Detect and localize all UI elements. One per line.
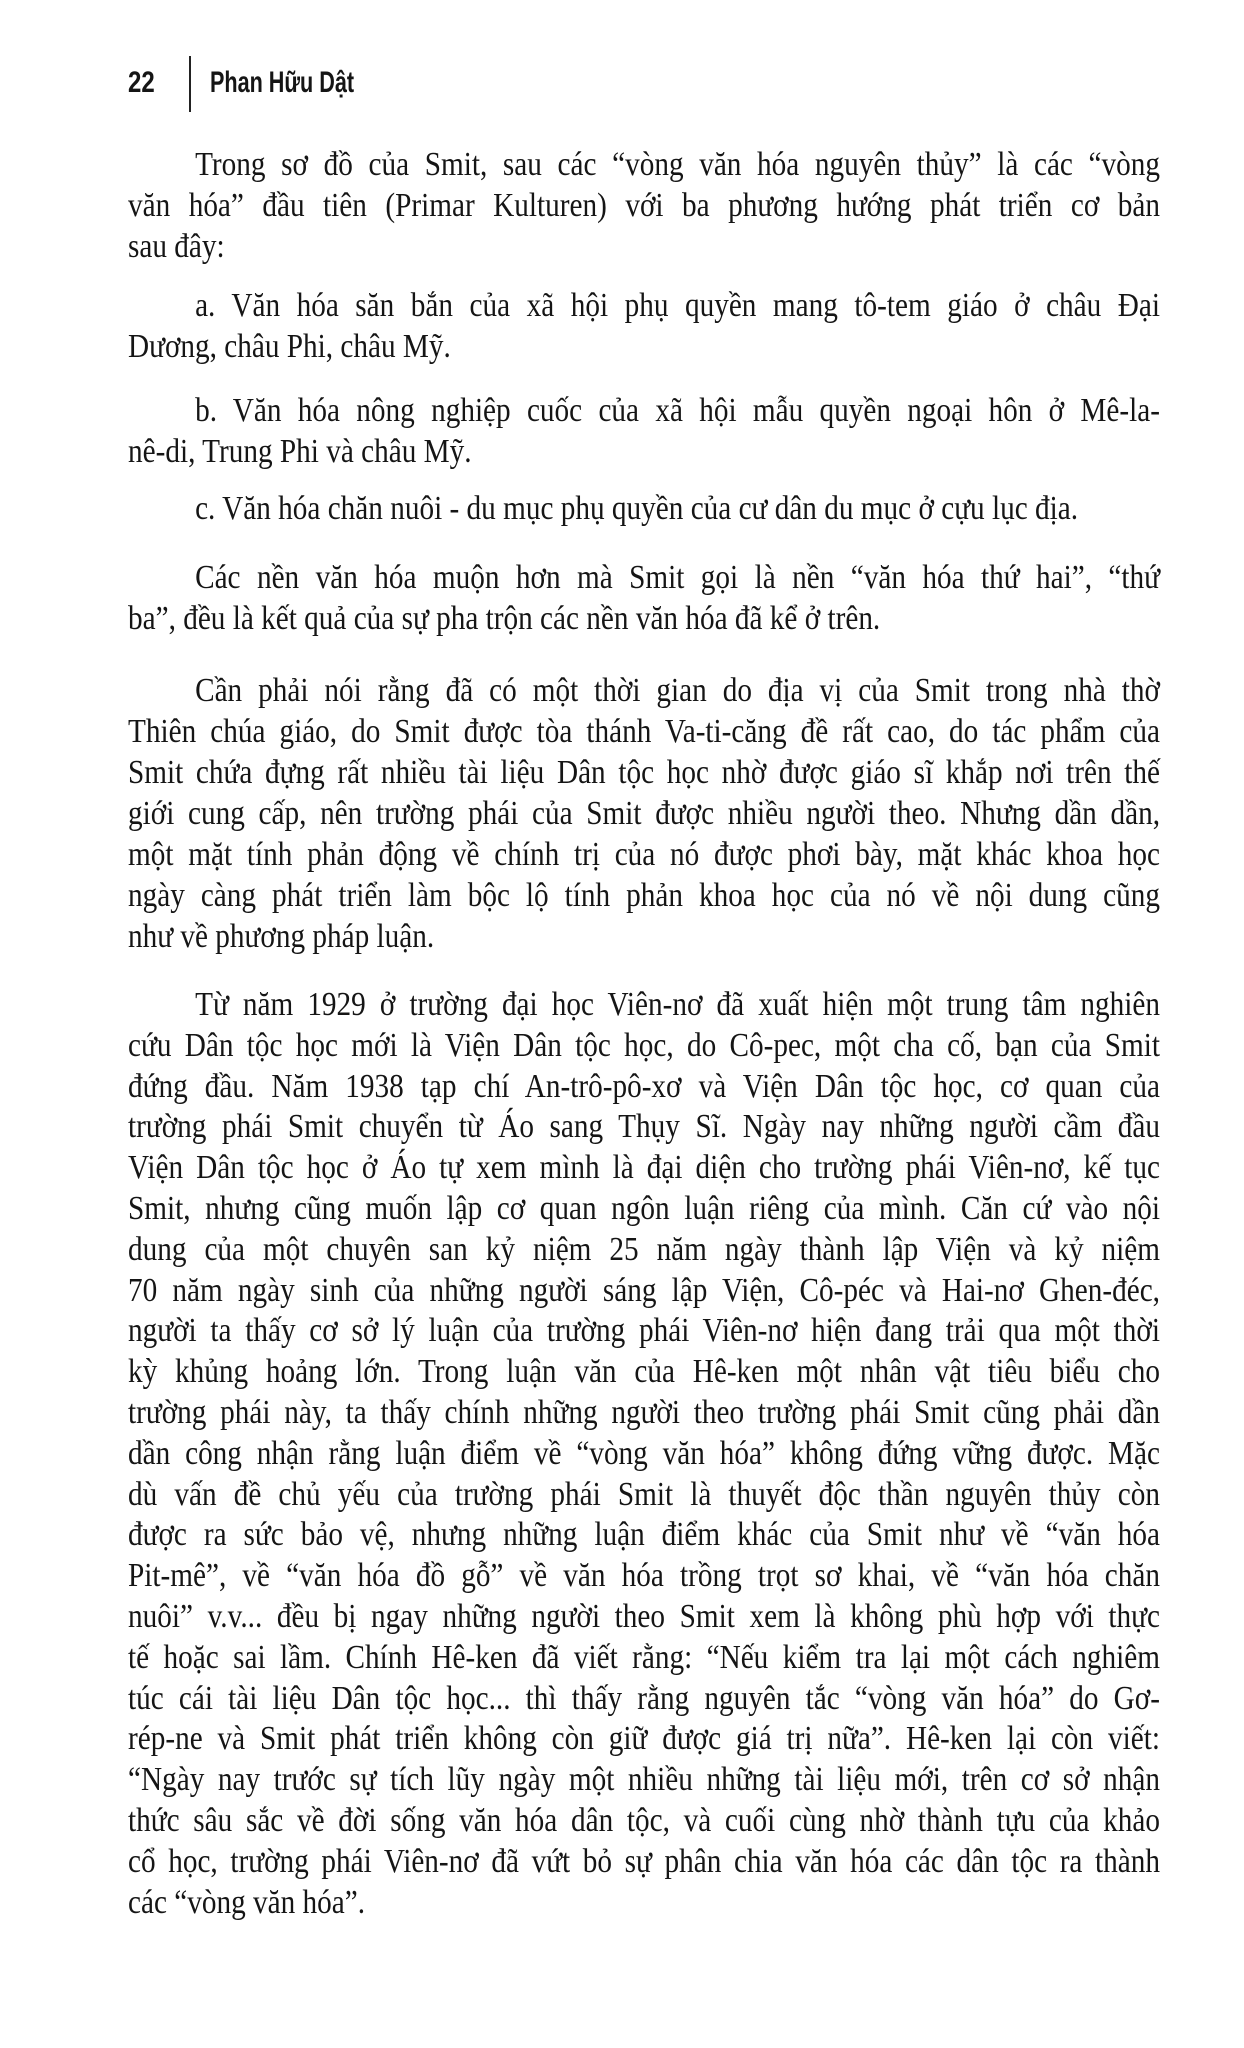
text-line: b. Văn hóa nông nghiệp cuốc của xã hội mẫu quyền ngoại hôn ở Mê-la- <box>195 392 1160 429</box>
text-line: trường phái Smit chuyển từ Áo sang Thụy Sĩ. Ngày nay những người cầm đầu <box>128 1108 1160 1146</box>
text-line: Smit chứa đựng rất nhiều tài liệu Dân tộc học nhờ được giáo sĩ khắp nơi trên thế <box>128 754 1160 791</box>
text-line: giới cung cấp, nên trường phái của Smit được nhiều người theo. Nhưng dần dần, <box>128 795 1160 832</box>
text-line: Dương, châu Phi, châu Mỹ. <box>128 328 451 365</box>
text-line: a. Văn hóa săn bắn của xã hội phụ quyền mang tô-tem giáo ở châu Đại <box>195 287 1160 324</box>
text-line: được ra sức bảo vệ, nhưng những luận điểm khác của Smit như về “văn hóa <box>128 1516 1160 1554</box>
later-cultures-paragraph <box>128 557 1160 639</box>
vienna-school-paragraph <box>128 985 1160 1923</box>
page-number: 22 <box>128 66 155 99</box>
text-line: Thiên chúa giáo, do Smit được tòa thánh Va-ti-căng đề rất cao, do tác phẩm của <box>128 713 1160 750</box>
header-divider <box>189 56 191 112</box>
text-line: ba”, đều là kết quả của sự pha trộn các nền văn hóa đã kể ở trên. <box>128 600 881 637</box>
text-line: các “vòng văn hóa”. <box>128 1883 366 1921</box>
text-line: Smit, nhưng cũng muốn lập cơ quan ngôn luận riêng của mình. Căn cứ vào nội <box>128 1189 1160 1227</box>
text-line: nê-di, Trung Phi và châu Mỹ. <box>128 433 472 470</box>
text-line: rép-ne và Smit phát triển không còn giữ được giá trị nữa”. Hê-ken lại còn viết: <box>128 1720 1160 1758</box>
text-line: c. Văn hóa chăn nuôi - du mục phụ quyền của cư dân du mục ở cựu lục địa. <box>195 490 1079 527</box>
text-line: văn hóa” đầu tiên (Primar Kulturen) với ba phương hướng phát triển cơ bản <box>128 187 1160 224</box>
text-line: thức sâu sắc về đời sống văn hóa dân tộc, và cuối cùng nhờ thành tựu của khảo <box>128 1801 1160 1839</box>
intro-paragraph <box>128 144 1160 267</box>
text-line: cổ học, trường phái Viên-nơ đã vứt bỏ sự phân chia văn hóa các dân tộc ra thành <box>128 1842 1160 1880</box>
text-line: như về phương pháp luận. <box>128 918 435 955</box>
text-line: túc cái tài liệu Dân tộc học... thì thấy rằng nguyên tắc “vòng văn hóa” do Gơ- <box>128 1679 1160 1717</box>
list-item-a <box>128 285 1160 367</box>
running-header <box>128 62 355 104</box>
text-line: Viện Dân tộc học ở Áo tự xem mình là đại diện cho trường phái Viên-nơ, kế tục <box>128 1149 1160 1187</box>
text-line: dù vấn đề chủ yếu của trường phái Smit là thuyết độc thần nguyên thủy còn <box>128 1475 1160 1513</box>
list-item-c <box>128 488 1160 529</box>
text-line: trường phái này, ta thấy chính những người theo trường phái Smit cũng phải dần <box>128 1393 1160 1431</box>
list-item-b <box>128 390 1160 472</box>
text-line: 70 năm ngày sinh của những người sáng lập Viện, Cô-péc và Hai-nơ Ghen-đéc, <box>128 1271 1160 1309</box>
text-line: ngày càng phát triển làm bộc lộ tính phản khoa học của nó về nội dung cũng <box>128 877 1160 914</box>
text-line: Pit-mê”, về “văn hóa đồ gỗ” về văn hóa trồng trọt sơ khai, về “văn hóa chăn <box>128 1557 1160 1595</box>
text-line: Các nền văn hóa muộn hơn mà Smit gọi là nền “văn hóa thứ hai”, “thứ <box>195 559 1160 596</box>
smit-influence-paragraph <box>128 670 1160 957</box>
text-line: “Ngày nay trước sự tích lũy ngày một nhiều những tài liệu mới, trên cơ sở nhận <box>128 1761 1160 1799</box>
text-line: cứu Dân tộc học mới là Viện Dân tộc học, do Cô-pec, một cha cố, bạn của Smit <box>128 1026 1160 1064</box>
text-line: sau đây: <box>128 228 225 265</box>
text-line: một mặt tính phản động về chính trị của nó được phơi bày, mặt khác khoa học <box>128 836 1160 873</box>
text-line: Cần phải nói rằng đã có một thời gian do địa vị của Smit trong nhà thờ <box>195 672 1160 709</box>
text-line: tế hoặc sai lầm. Chính Hê-ken đã viết rằng: “Nếu kiểm tra lại một cách nghiêm <box>128 1638 1160 1676</box>
text-line: dần công nhận rằng luận điểm về “vòng văn hóa” không đứng vững được. Mặc <box>128 1434 1160 1472</box>
text-line: người ta thấy cơ sở lý luận của trường phái Viên-nơ hiện đang trải qua một thời <box>128 1312 1160 1350</box>
text-line: đứng đầu. Năm 1938 tạp chí An-trô-pô-xơ và Viện Dân tộc học, cơ quan của <box>128 1067 1160 1105</box>
text-line: kỳ khủng hoảng lớn. Trong luận văn của Hê-ken một nhân vật tiêu biểu cho <box>128 1353 1160 1391</box>
text-line: nuôi” v.v... đều bị ngay những người theo Smit xem là không phù hợp với thực <box>128 1597 1160 1635</box>
author-name: Phan Hữu Dật <box>210 66 355 99</box>
text-line: Từ năm 1929 ở trường đại học Viên-nơ đã xuất hiện một trung tâm nghiên <box>195 986 1160 1023</box>
text-line: dung của một chuyên san kỷ niệm 25 năm ngày thành lập Viện và kỷ niệm <box>128 1230 1160 1268</box>
text-line: Trong sơ đồ của Smit, sau các “vòng văn hóa nguyên thủy” là các “vòng <box>195 146 1160 183</box>
